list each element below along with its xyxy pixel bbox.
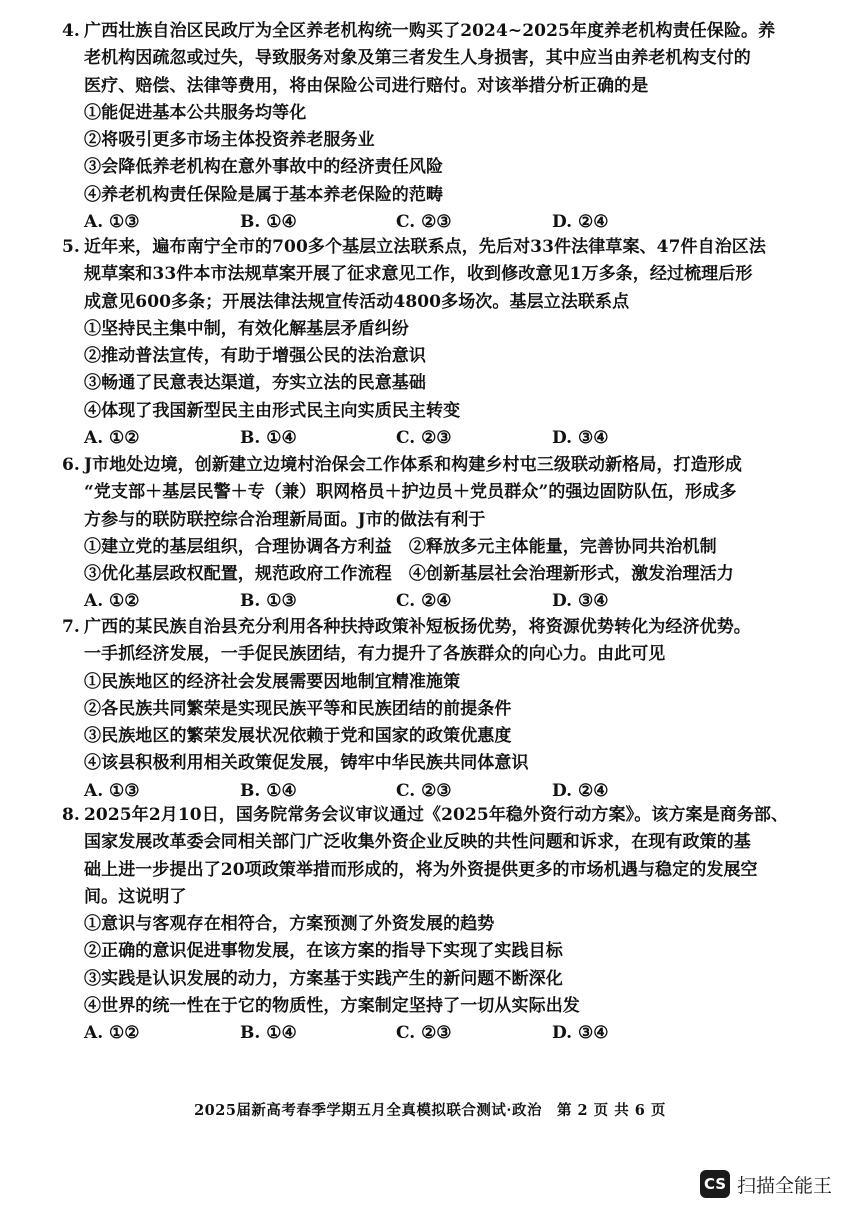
question-4 xyxy=(62,18,822,236)
statement-option: ②各民族共同繁荣是实现民族平等和民族团结的前提条件 xyxy=(84,698,512,719)
statement-option: ③优化基层政权配置，规范政府工作流程 ④创新基层社会治理新形式，激发治理活力 xyxy=(84,564,734,585)
statement-option: ①民族地区的经济社会发展需要因地制宜精准施策 xyxy=(84,671,461,692)
question-stem-line: 一手抓经济发展，一手促民族团结，有力提升了各族群众的向心力。由此可见 xyxy=(84,644,666,665)
choice-d: D. ②④ xyxy=(552,212,609,233)
question-7 xyxy=(62,614,822,805)
answer-choices xyxy=(62,778,822,805)
question-stem-line: 规草案和33件本市法规草案开展了征求意见工作，收到修改意见1万多条，经过梳理后形 xyxy=(84,264,753,285)
question-8 xyxy=(62,802,822,1048)
question-stem-line: 老机构因疏忽或过失，导致服务对象及第三者发生人身损害，其中应当由养老机构支付的 xyxy=(84,48,751,69)
statement-option: ③民族地区的繁荣发展状况依赖于党和国家的政策优惠度 xyxy=(84,726,512,747)
choice-d: D. ③④ xyxy=(552,428,609,449)
choice-b: B. ①④ xyxy=(240,212,297,233)
question-stem-line: “党支部＋基层民警＋专（兼）职网格员＋护边员＋党员群众”的强边固防队伍，形成多 xyxy=(84,482,737,503)
scanner-watermark xyxy=(700,1170,832,1198)
question-number: 8. xyxy=(62,805,80,825)
statement-option: ①坚持民主集中制，有效化解基层矛盾纠纷 xyxy=(84,318,409,339)
statement-option: ④体现了我国新型民主由形式民主向实质民主转变 xyxy=(84,400,461,421)
choice-a: A. ①③ xyxy=(84,212,140,233)
statement-option: ②将吸引更多市场主体投资养老服务业 xyxy=(84,130,375,151)
camscanner-logo-icon: CS xyxy=(700,1170,730,1198)
question-number: 7. xyxy=(62,617,80,637)
question-stem-line: J市地处边境，创新建立边境村治保会工作体系和构建乡村屯三级联动新格局，打造形成 xyxy=(84,455,742,475)
question-stem-line: 广西的某民族自治县充分利用各种扶持政策补短板扬优势，将资源优势转化为经济优势。 xyxy=(84,617,751,637)
answer-choices xyxy=(62,588,822,615)
question-stem-line: 间。这说明了 xyxy=(84,886,187,907)
question-stem-line: 医疗、赔偿、法律等费用，将由保险公司进行赔付。对该举措分析正确的是 xyxy=(84,75,649,96)
question-stem-line: 方参与的联防联控综合治理新局面。J市的做法有利于 xyxy=(84,509,486,530)
statement-option: ①意识与客观存在相符合，方案预测了外资发展的趋势 xyxy=(84,914,495,935)
statement-option: ④养老机构责任保险是属于基本养老保险的范畴 xyxy=(84,184,444,205)
question-stem-line: 近年来，遍布南宁全市的700多个基层立法联系点，先后对33件法律草案、47件自治区法 xyxy=(84,237,766,257)
statement-option: ③畅通了民意表达渠道，夯实立法的民意基础 xyxy=(84,373,426,394)
question-stem-line: 广西壮族自治区民政厅为全区养老机构统一购买了2024~2025年度养老机构责任保险。养 xyxy=(84,21,776,41)
answer-choices xyxy=(62,209,822,236)
choice-a: A. ①③ xyxy=(84,780,140,801)
choice-d: D. ③④ xyxy=(552,591,609,612)
statement-option: ④世界的统一性在于它的物质性，方案制定坚持了一切从实际出发 xyxy=(84,996,580,1017)
statement-option: ①建立党的基层组织，合理协调各方利益 ②释放多元主体能量，完善协同共治机制 xyxy=(84,536,717,557)
question-stem-line: 2025年2月10日，国务院常务会议审议通过《2025年稳外资行动方案》。该方案是商务部、 xyxy=(84,805,789,825)
choice-c: C. ②③ xyxy=(396,428,452,449)
choice-d: D. ③④ xyxy=(552,1023,609,1044)
answer-choices xyxy=(62,1020,822,1047)
question-stem-line: 国家发展改革委会同相关部门广泛收集外资企业反映的共性问题和诉求，在现有政策的基 xyxy=(84,832,751,853)
statement-option: ③实践是认识发展的动力，方案基于实践产生的新问题不断深化 xyxy=(84,968,563,989)
question-number: 4. xyxy=(62,21,80,41)
choice-a: A. ①② xyxy=(84,428,140,449)
statement-option: ①能促进基本公共服务均等化 xyxy=(84,102,307,123)
choice-c: C. ②④ xyxy=(396,591,452,612)
question-6 xyxy=(62,452,822,616)
answer-choices xyxy=(62,425,822,452)
choice-c: C. ②③ xyxy=(396,1023,452,1044)
statement-option: ④该县积极利用相关政策促发展，铸牢中华民族共同体意识 xyxy=(84,753,529,774)
choice-a: A. ①② xyxy=(84,1023,140,1044)
statement-option: ②推动普法宣传，有助于增强公民的法治意识 xyxy=(84,346,426,367)
choice-c: C. ②③ xyxy=(396,212,452,233)
question-stem-line: 成意见600多条；开展法律法规宣传活动4800多场次。基层立法联系点 xyxy=(84,291,630,312)
choice-b: B. ①④ xyxy=(240,780,297,801)
page-footer: 2025届新高考春季学期五月全真模拟联合测试·政治 第 2 页 共 6 页 xyxy=(194,1102,666,1119)
statement-option: ③会降低养老机构在意外事故中的经济责任风险 xyxy=(84,157,444,178)
choice-b: B. ①④ xyxy=(240,1023,297,1044)
question-stem-line: 础上进一步提出了20项政策举措而形成的，将为外资提供更多的市场机遇与稳定的发展空 xyxy=(84,859,758,880)
watermark-text: 扫描全能王 xyxy=(737,1174,833,1197)
choice-b: B. ①④ xyxy=(240,428,297,449)
choice-b: B. ①③ xyxy=(240,591,297,612)
question-number: 5. xyxy=(62,237,80,257)
question-5 xyxy=(62,234,822,452)
choice-a: A. ①② xyxy=(84,591,140,612)
choice-c: C. ②③ xyxy=(396,780,452,801)
question-number: 6. xyxy=(62,455,80,475)
choice-d: D. ②④ xyxy=(552,780,609,801)
statement-option: ②正确的意识促进事物发展，在该方案的指导下实现了实践目标 xyxy=(84,941,563,962)
